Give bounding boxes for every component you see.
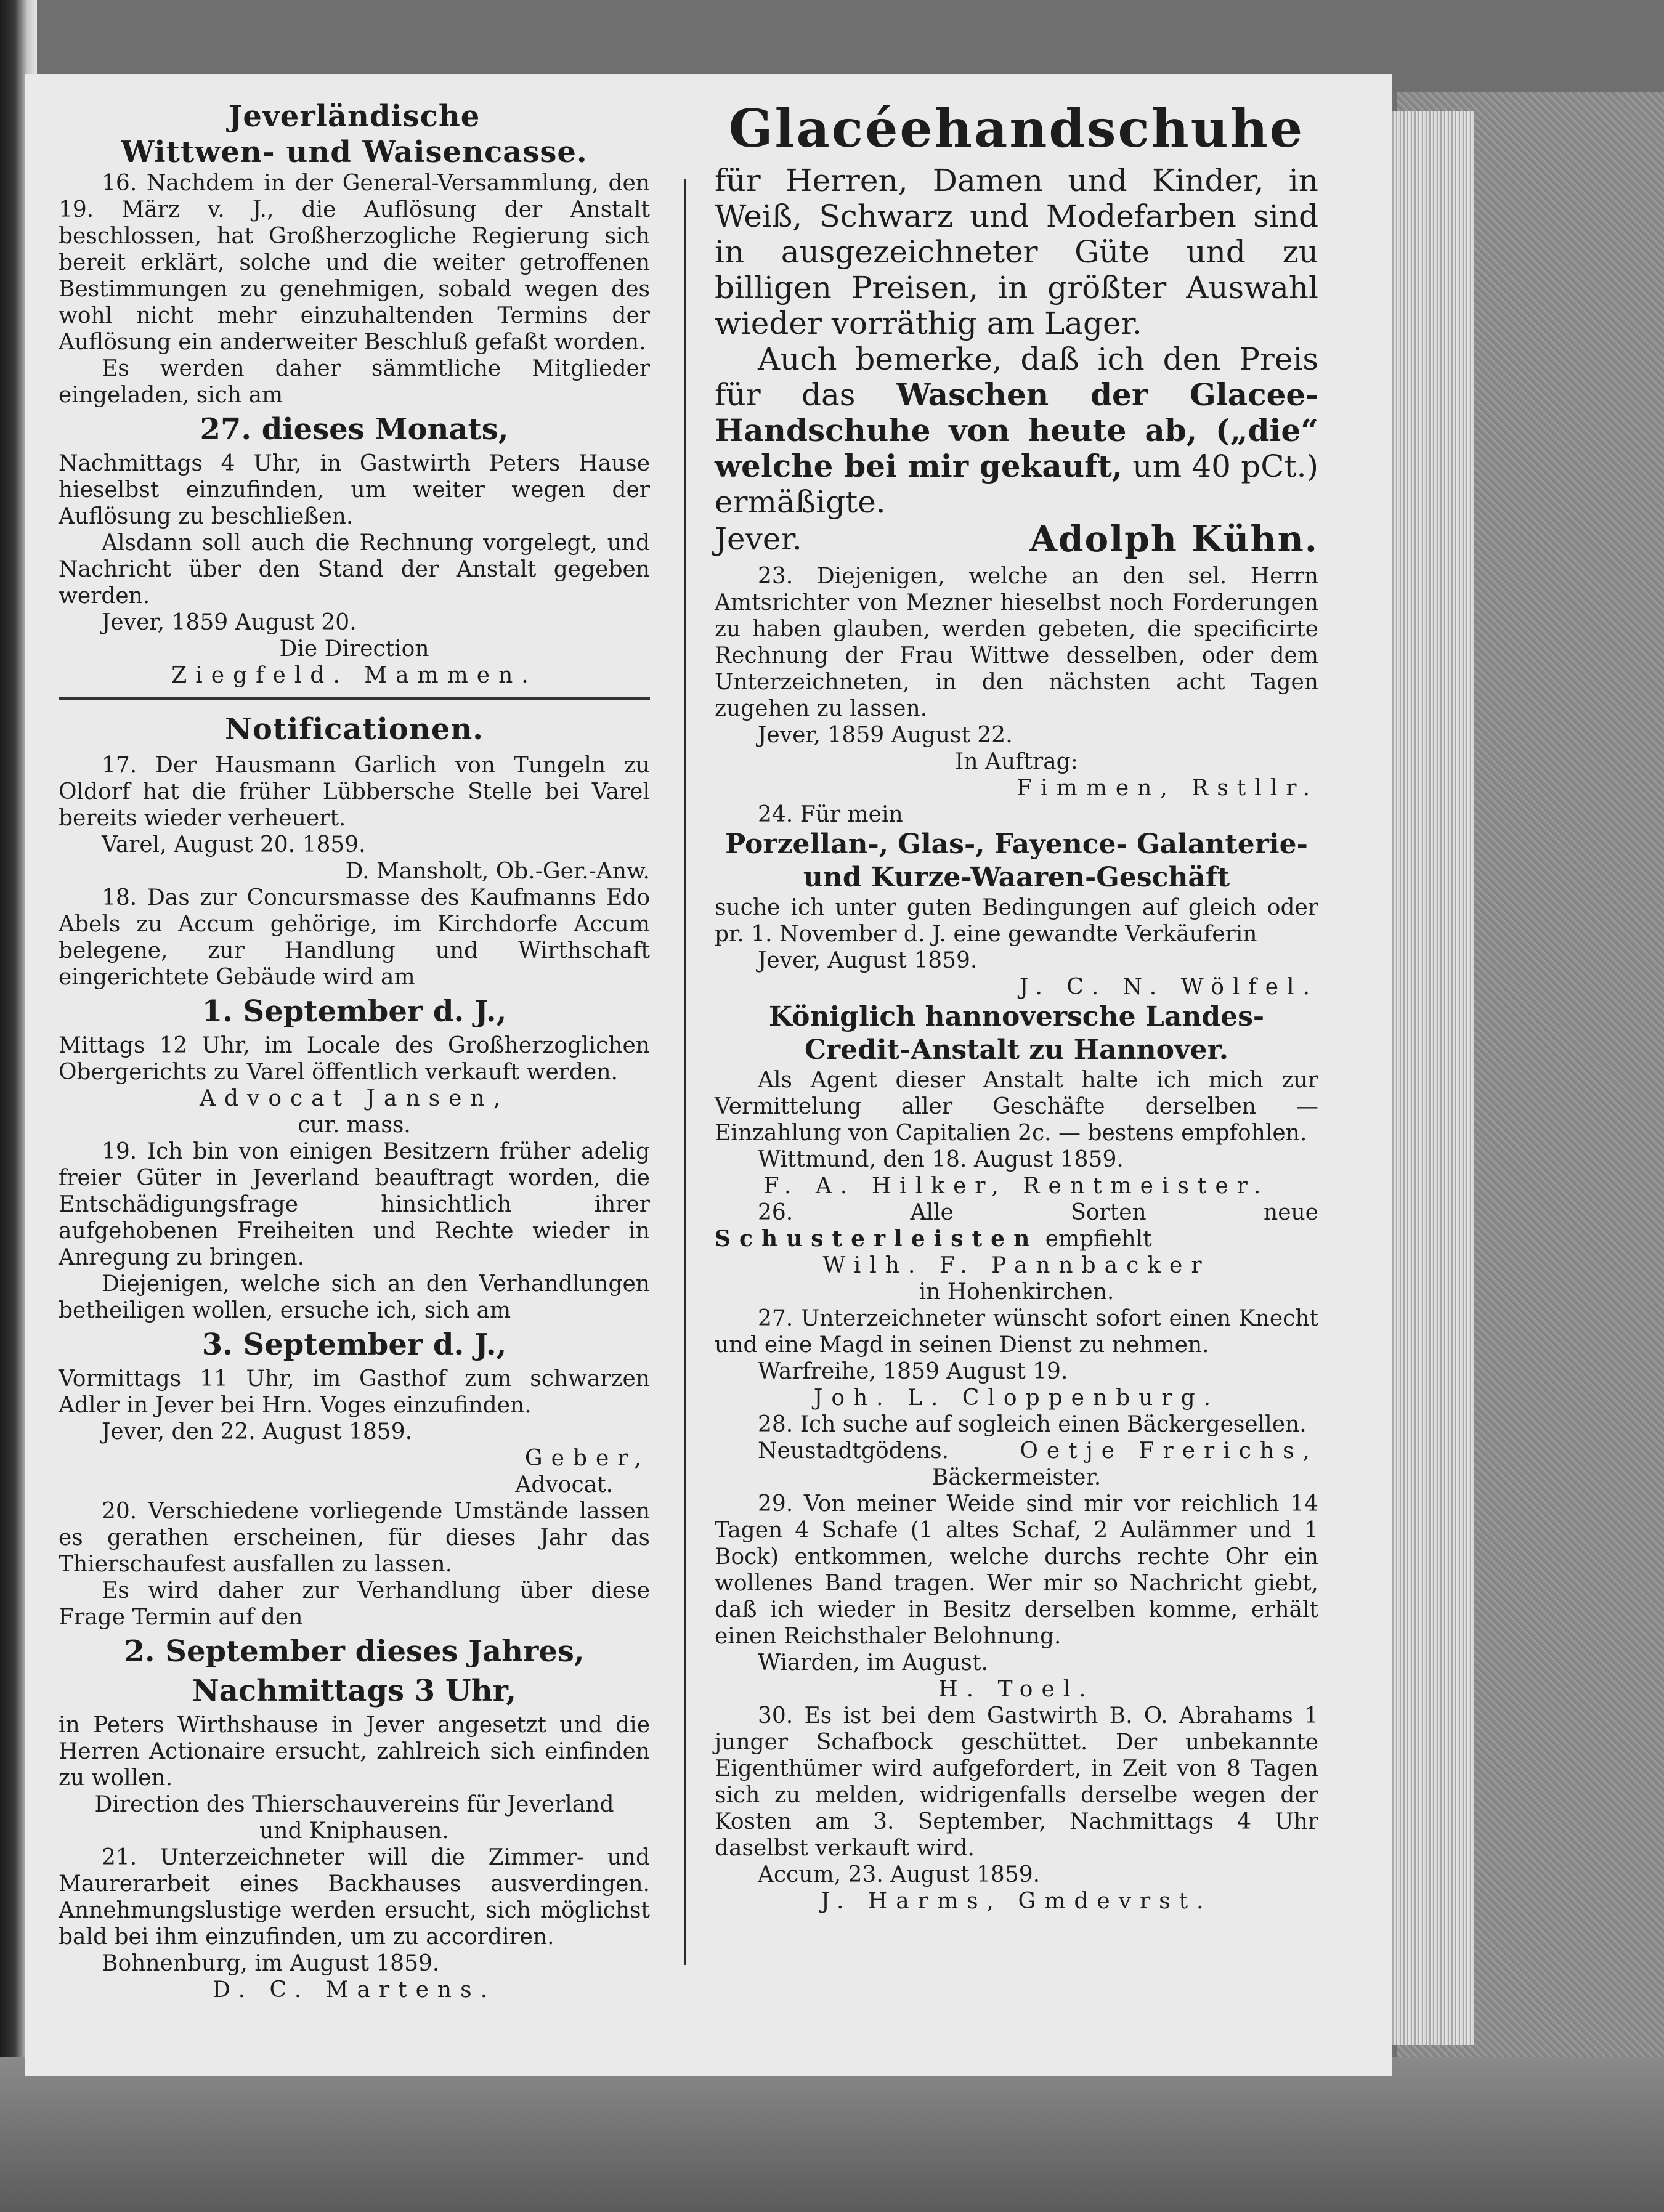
n21-signer: D. C. Martens. (212, 1977, 497, 2003)
caisse-title-line2: Wittwen- und Waisencasse. (121, 135, 588, 169)
notice-20 (59, 1498, 650, 1844)
notice-caisse (59, 99, 650, 689)
n23-text: 23. Diejenigen, welche an den sel. Herrn Amtsrichter von Mezner hieselbst noch Forderungen zu haben glauben, werden gebeten, die specificirte Rechnung der Frau Wittwe desselben, oder dem Unterzeichneten, in den nächsten acht Tagen zugehen zu lassen. (715, 564, 1318, 721)
n29-signer: H. Toel. (938, 1677, 1095, 1702)
caisse-date: 27. dieses Monats, (200, 412, 509, 447)
glace-body2-end: um 40 pCt.) ermäßigte. (715, 448, 1318, 520)
caisse-para3: Nachmittags 4 Uhr, in Gastwirth Peters Hause hieselbst einzufinden, um weiter wegen der Auflösung zu beschließen. (59, 451, 650, 529)
section-rule (59, 697, 650, 700)
n17-place-date: Varel, August 20. 1859. (102, 832, 366, 857)
n25-title2: Credit-Anstalt zu Hannover. (804, 1034, 1229, 1066)
n26-signer2: in Hohenkirchen. (919, 1279, 1114, 1305)
n24-shop: Porzellan-, Glas-, Fayence- Galanterie- und Kurze-Waaren-Geschäft (725, 828, 1308, 893)
n17-signer: D. Mansholt, Ob.-Ger.-Anw. (345, 859, 650, 884)
caisse-para4: Alsdann soll auch die Rechnung vorgelegt, und Nachricht über den Stand der Anstalt gegeben werden. (59, 530, 650, 609)
notice-18 (59, 885, 650, 1138)
n29-text: 29. Von meiner Weide sind mir vor reichlich 14 Tagen 4 Schafe (1 altes Schaf, 2 Aulämmer und 1 Bock) entkommen, welche durchs rechte Ohr ein wollenes Band tragen. Wer mir so Nachricht giebt, daß ich wieder in Besitz derselben komme, erhält einen Reichsthaler Belohnung. (715, 1491, 1318, 1649)
caisse-direction: Die Direction (279, 636, 429, 662)
n28-text: 28. Ich suche auf sogleich einen Bäckergesellen. (758, 1412, 1307, 1437)
n23-order: In Auftrag: (955, 749, 1078, 774)
caisse-place-date: Jever, 1859 August 20. (102, 610, 357, 635)
n24-signer: J. C. N. Wölfel. (1019, 974, 1318, 1000)
n18-text2: Mittags 12 Uhr, im Locale des Großherzoglichen Obergerichts zu Varel öffentlich verkauft werden. (59, 1033, 650, 1085)
glace-place: Jever. (715, 521, 802, 557)
n26-text-end: empfiehlt (1045, 1226, 1152, 1252)
n20-date-line2: Nachmittags 3 Uhr, (192, 1674, 517, 1708)
n28-signer2: Bäckermeister. (931, 1465, 1102, 1490)
n30-place-date: Accum, 23. August 1859. (758, 1862, 1041, 1887)
n25-signer: F. A. Hilker, Rentmeister. (763, 1173, 1270, 1199)
n25-text: Als Agent dieser Anstalt halte ich mich zur Vermittelung aller Geschäfte derselben — Einzahlung von Capitalien 2c. — bestens empfohlen. (715, 1068, 1318, 1146)
n24-place-date: Jever, August 1859. (758, 948, 978, 973)
n23-place-date: Jever, 1859 August 22. (758, 723, 1013, 748)
notice-24 (715, 801, 1318, 1000)
n19-text2: Diejenigen, welche sich an den Verhandlungen betheiligen wollen, ersuche ich, sich am (59, 1271, 650, 1323)
n26-signer: Wilh. F. Pannbacker (822, 1253, 1211, 1278)
n28-signer: Oetje Frerichs, (1020, 1438, 1318, 1464)
n21-place-date: Bohnenburg, im August 1859. (102, 1951, 440, 1976)
notice-26 (715, 1199, 1318, 1305)
n27-signer: Joh. L. Cloppenburg. (813, 1385, 1220, 1411)
caisse-para1: 16. Nachdem in der General-Versammlung, den 19. März v. J., die Auflösung der Anstalt beschlossen, hat Großherzogliche Regierung sich bereit erklärt, solche und die weiter getroffenen Bestimmungen zu genehmigen, sobald wegen des wohl nicht mehr einzuhaltenden Termins der Auflösung ein anderweiter Beschluß gefaßt worden. (59, 171, 650, 355)
n19-place-date: Jever, den 22. August 1859. (102, 1419, 413, 1444)
n20-text: 20. Verschiedene vorliegende Umstände lassen es gerathen erscheinen, für dieses Jahr das Thierschaufest ausfallen zu lassen. (59, 1499, 650, 1577)
n20-text3: in Peters Wirthshause in Jever angesetzt und die Herren Actionaire ersucht, zahlreich sich einfinden zu wollen. (59, 1712, 650, 1791)
right-column (715, 99, 1318, 1914)
n25-title1: Königlich hannoversche Landes- (768, 1001, 1265, 1032)
page-stack-edges (1389, 111, 1474, 2045)
n21-text: 21. Unterzeichneter will die Zimmer- und Maurerarbeit eines Backhauses ausverdingen. Annehmungslustige werden ersucht, sich möglichst bald bei ihm einzufinden, um zu accordiren. (59, 1845, 650, 1950)
n18-text: 18. Das zur Concursmasse des Kaufmanns Edo Abels zu Accum gehörige, im Kirchdorfe Accum belegene, zur Handlung und Wirthschaft eingerichtete Gebäude wird am (59, 885, 650, 990)
caisse-signers: Ziegfeld. Mammen. (171, 663, 537, 688)
notice-23 (715, 563, 1318, 801)
notice-19 (59, 1138, 650, 1498)
notice-17 (59, 752, 650, 885)
n20-date-line1: 2. September dieses Jahres, (124, 1634, 585, 1669)
n30-signer: J. Harms, Gmdevrst. (821, 1889, 1212, 1914)
n19-date: 3. September d. J., (201, 1327, 507, 1362)
n18-date: 1. September d. J., (201, 994, 507, 1029)
n24-text: suche ich unter guten Bedingungen auf gleich oder pr. 1. November d. J. eine gewandte Verkäuferin (715, 895, 1318, 947)
notificationen-title: Notificationen. (225, 712, 484, 747)
n26-text-bold: Schusterleisten (715, 1226, 1039, 1252)
n25-place-date: Wittmund, den 18. August 1859. (758, 1147, 1124, 1172)
n19-signer2: Advocat. (515, 1472, 613, 1497)
n27-place-date: Warfreihe, 1859 August 19. (758, 1359, 1068, 1384)
glace-body2-bold: Waschen der Glacee-Handschuhe von heute ab, („die“ welche bei mir gekauft, (715, 376, 1318, 484)
glace-name: Adolph Kühn. (1029, 518, 1318, 560)
n24-intro: 24. Für mein (758, 802, 903, 827)
notice-27 (715, 1305, 1318, 1411)
left-column (59, 99, 650, 2003)
notice-credit-anstalt (715, 1000, 1318, 1199)
n30-text: 30. Es ist bei dem Gastwirth B. O. Abrahams 1 junger Schafbock geschüttet. Der unbekannte Eigenthümer wird aufgefordert, in Zeit von 8 Tagen sich zu melden, widrigenfalls derselbe wegen der Kosten am 3. September, Nachmittags 4 Uhr daselbst verkauft wird. (715, 1703, 1318, 1861)
n26-text-start: 26. Alle Sorten neue (758, 1200, 1318, 1225)
glace-body2-start: Auch bemerke, daß ich den Preis für das (715, 341, 1318, 413)
glace-title: Glacéehandschuhe (728, 98, 1305, 159)
n20-text2: Es wird daher zur Verhandlung über diese Frage Termin auf den (59, 1578, 650, 1630)
n28-place: Neustadtgödens. (758, 1438, 949, 1464)
n18-signer2: cur. mass. (298, 1112, 411, 1138)
n19-text3: Vormittags 11 Uhr, im Gasthof zum schwarzen Adler in Jever bei Hrn. Voges einzufinden. (59, 1366, 650, 1418)
n19-text: 19. Ich bin von einigen Besitzern früher adelig freier Güter in Jeverland beauftragt worden, die Entschädigungsfrage hinsichtlich ihrer aufgehobenen Freiheiten und Rechte wieder in Anregung zu bringen. (59, 1139, 650, 1270)
n19-signer: Geber, (524, 1446, 650, 1471)
n27-text: 27. Unterzeichneter wünscht sofort einen Knecht und eine Magd in seinen Dienst zu nehmen. (715, 1306, 1318, 1358)
notice-28 (715, 1411, 1318, 1491)
caisse-para2: Es werden daher sämmtliche Mitglieder eingeladen, sich am (59, 356, 650, 408)
notice-glace (715, 99, 1318, 558)
n18-signer: Advocat Jansen, (199, 1086, 509, 1111)
column-divider (684, 179, 686, 1965)
bottom-shadow (0, 2057, 1664, 2212)
n17-text: 17. Der Hausmann Garlich von Tungeln zu Oldorf hat die früher Lübbersche Stelle bei Varel bereits wieder verheuert. (59, 753, 650, 831)
n29-place: Wiarden, im August. (758, 1650, 988, 1675)
glace-body: für Herren, Damen und Kinder, in Weiß, Schwarz und Modefarben sind in ausgezeichneter Güte und zu billigen Preisen, in größter Auswahl wieder vorräthig am Lager. (715, 163, 1318, 341)
notice-30 (715, 1703, 1318, 1914)
caisse-title-line1: Jeverländische (228, 99, 481, 134)
notice-29 (715, 1491, 1318, 1703)
n20-signer: Direction des Thierschauvereins für Jeverland (94, 1792, 614, 1817)
notice-21 (59, 1844, 650, 2003)
n23-signer: Fimmen, Rstllr. (1017, 776, 1318, 801)
n20-signer2: und Kniphausen. (259, 1818, 449, 1844)
